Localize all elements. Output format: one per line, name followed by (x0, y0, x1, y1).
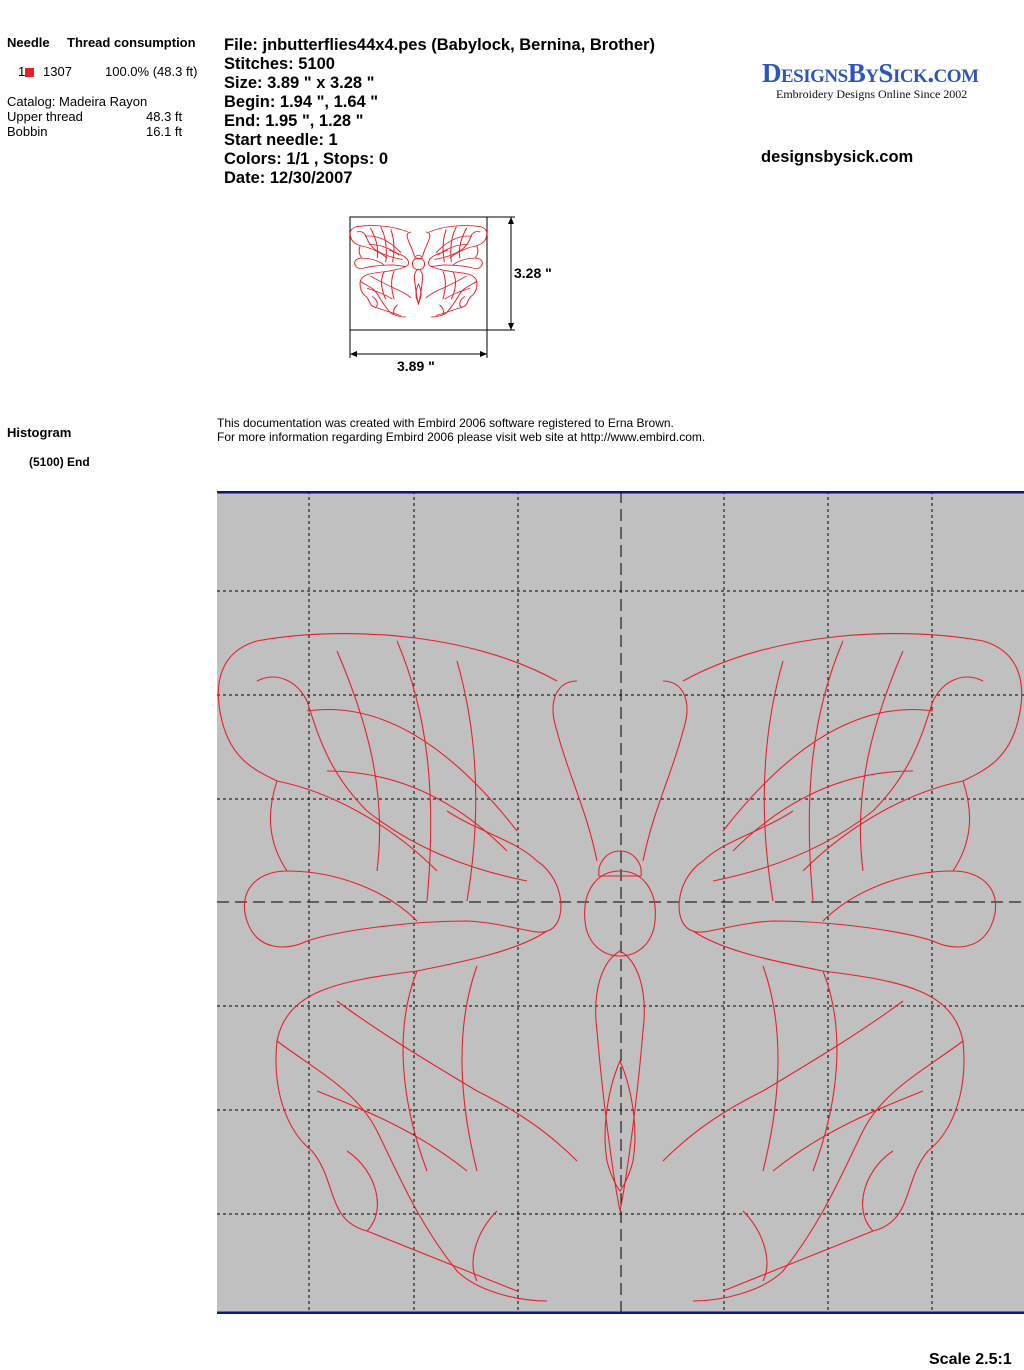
software-note-line2: For more information regarding Embird 2006 please visit web site at http://www.embird.com. (217, 430, 706, 444)
width-dimension-label: 3.89 " (397, 358, 435, 374)
end-position: End: 1.95 ", 1.28 " (224, 112, 364, 130)
design-size: Size: 3.89 " x 3.28 " (224, 74, 375, 92)
needle-header: Needle (7, 35, 50, 50)
file-name: File: jnbutterflies44x4.pes (Babylock, Bernina, Brother) (224, 36, 655, 54)
file-info (224, 36, 655, 188)
height-dimension-label: 3.28 " (514, 265, 552, 281)
start-needle: Start needle: 1 (224, 131, 338, 149)
design-canvas (217, 491, 1024, 1314)
design-canvas-svg (217, 491, 1024, 1314)
needle-number: 1 (18, 64, 26, 79)
logo-tagline: Embroidery Designs Online Since 2002 (776, 87, 968, 101)
website-url: designsbysick.com (761, 148, 914, 166)
thread-consumption-header: Thread consumption (67, 35, 196, 50)
design-date: Date: 12/30/2007 (224, 169, 353, 187)
upper-thread-label: Upper thread (7, 109, 83, 124)
upper-thread-value: 48.3 ft (146, 109, 183, 124)
software-note-line1: This documentation was created with Embird 2006 software registered to Erna Brown. (217, 416, 674, 430)
thread-consumption-value: 100.0% (48.3 ft) (105, 64, 198, 79)
designsbysick-logo: DesignsBySick.com (762, 58, 979, 88)
bobbin-label: Bobbin (7, 124, 48, 139)
thread-color-swatch (25, 68, 34, 77)
catalog-label: Catalog: Madeira Rayon (7, 94, 148, 109)
histogram-title: Histogram (7, 425, 72, 440)
scale-label: Scale 2.5:1 (929, 1351, 1012, 1368)
design-thumbnail (345, 210, 565, 380)
stitch-count: Stitches: 5100 (224, 55, 335, 73)
begin-position: Begin: 1.94 ", 1.64 " (224, 93, 379, 111)
bobbin-value: 16.1 ft (146, 124, 183, 139)
histogram-entry: (5100) End (29, 455, 90, 469)
colors-stops: Colors: 1/1 , Stops: 0 (224, 150, 389, 168)
thread-row (18, 64, 34, 79)
thread-code: 1307 (43, 64, 72, 79)
software-note (217, 416, 705, 444)
